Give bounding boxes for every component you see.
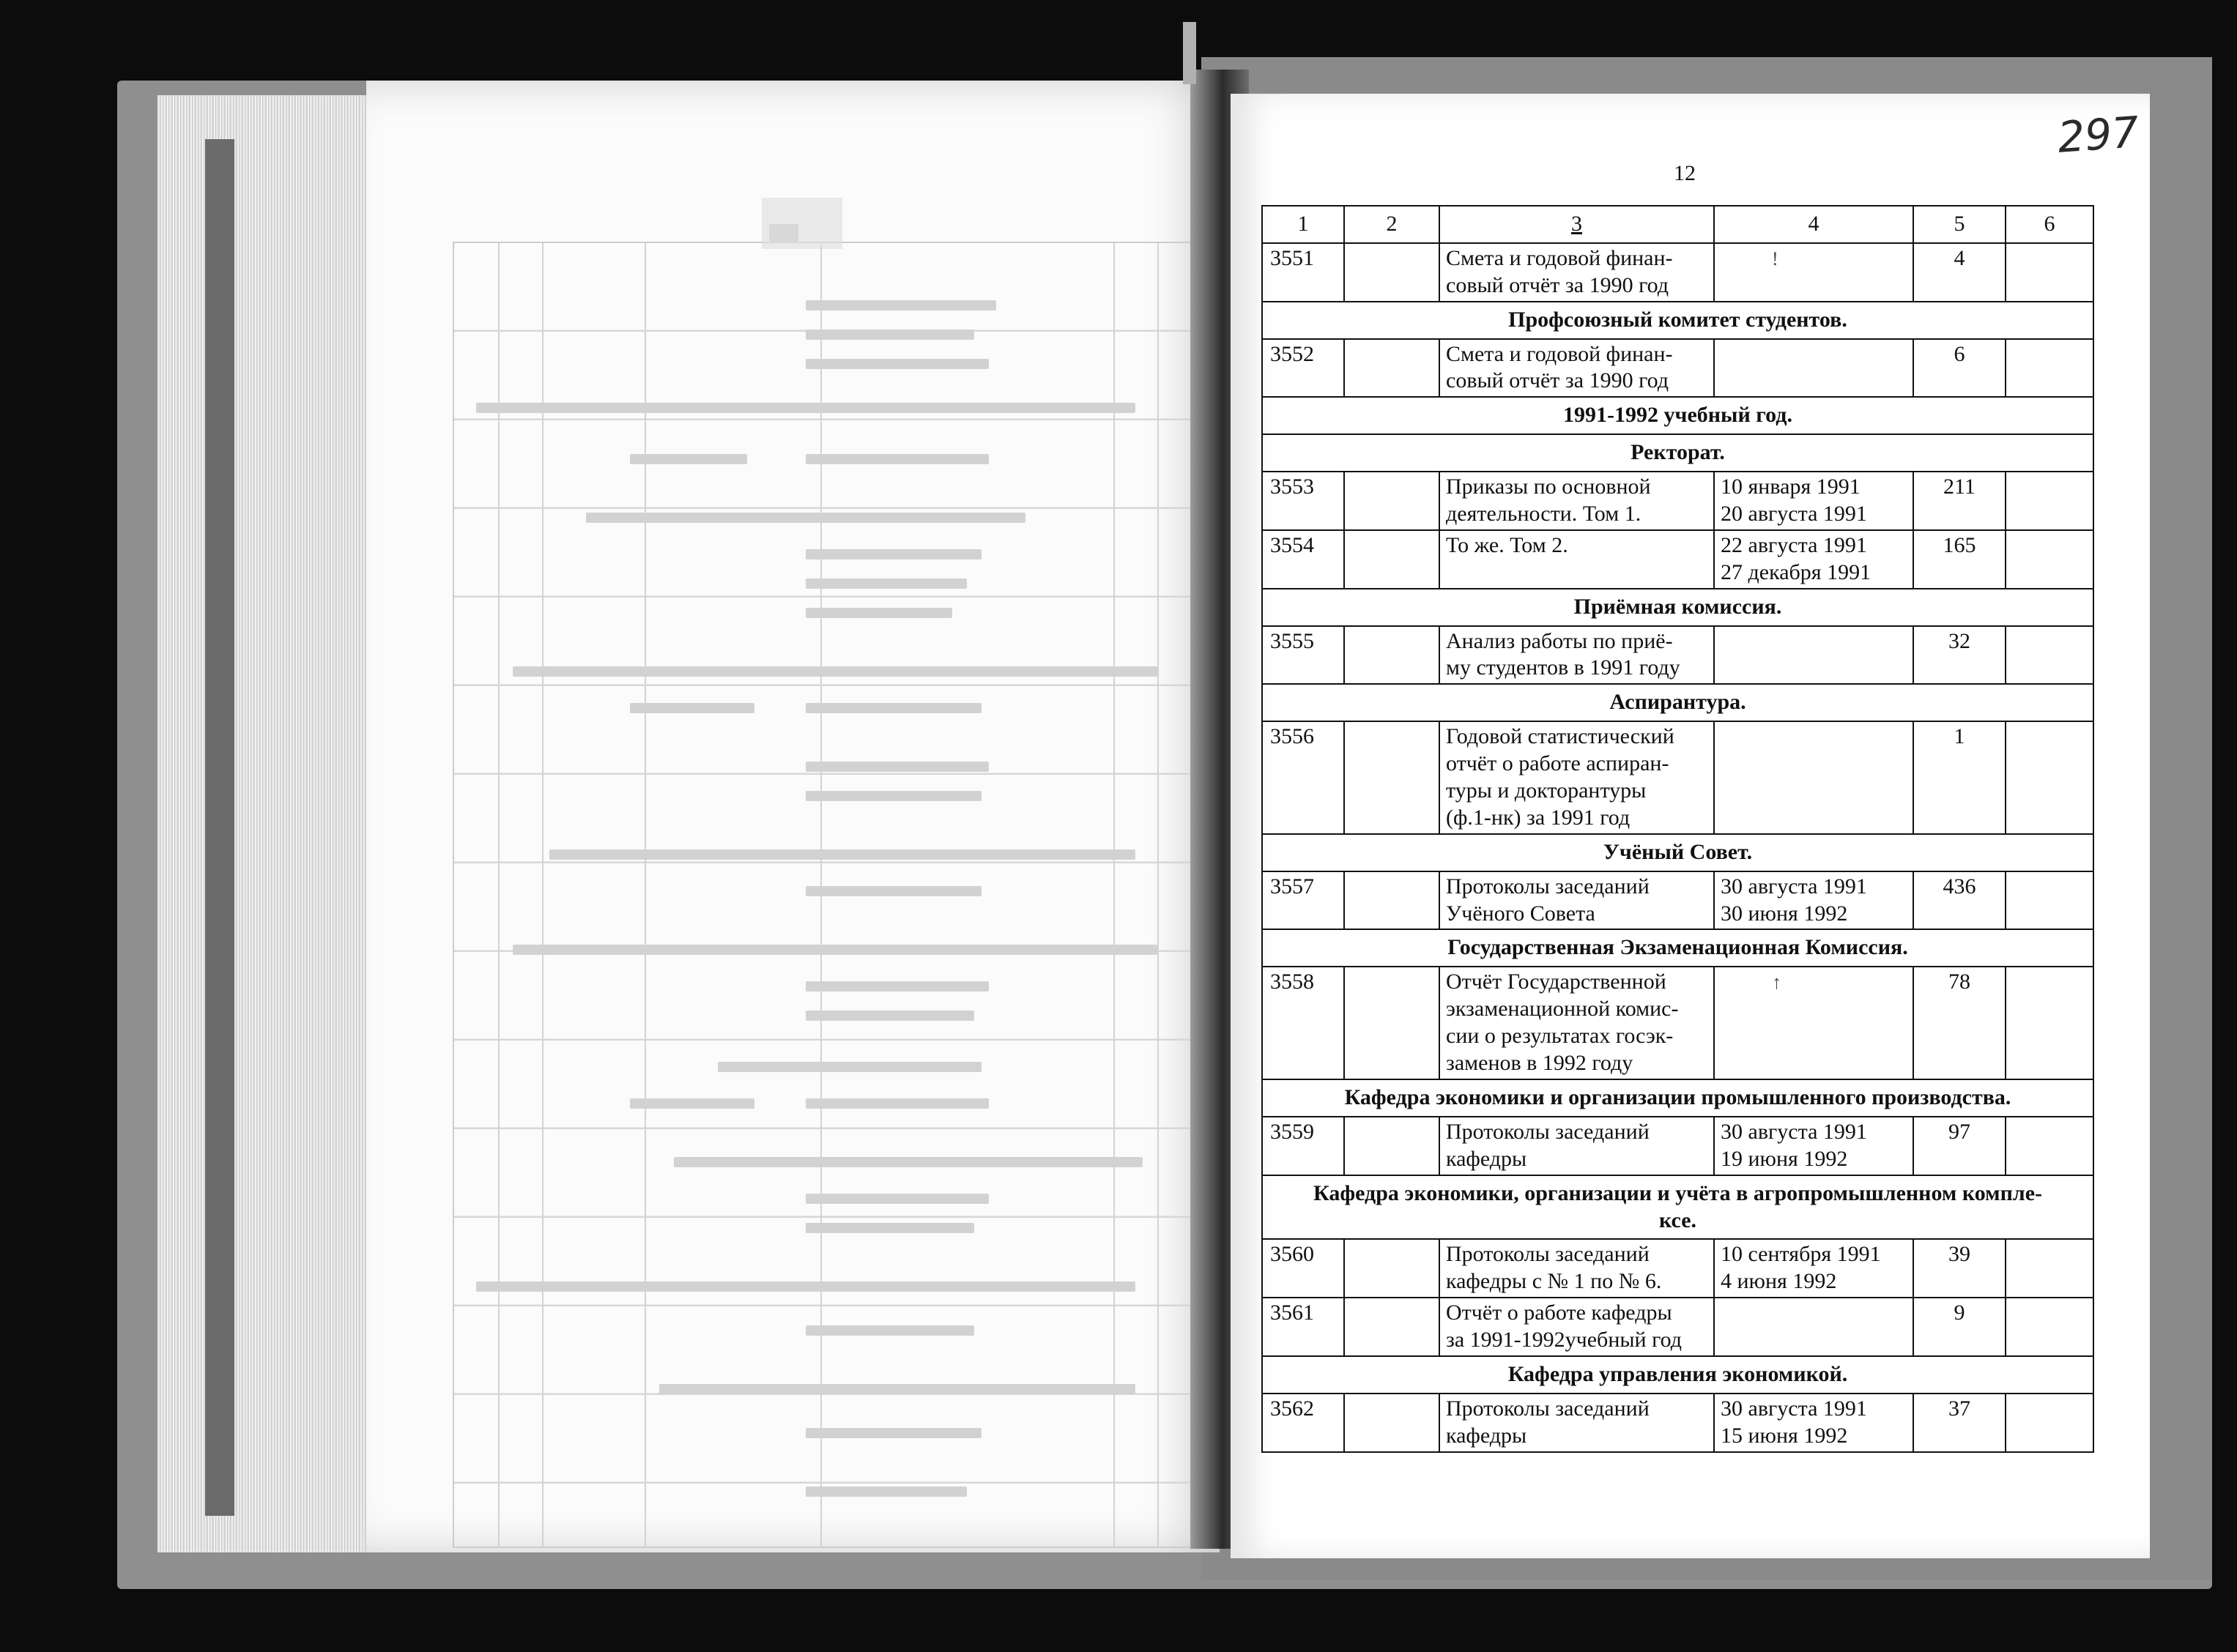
sheets-text: 211 (1943, 475, 1976, 499)
sheets-cell (1913, 967, 2006, 1079)
table-row (1262, 243, 2093, 302)
page-edges (157, 95, 377, 1552)
ghost-text-line (806, 886, 982, 896)
sheets-text: 1 (1954, 724, 1965, 749)
col-header-title: 3 (1439, 206, 1714, 243)
pencil-mark: ↑ (1772, 972, 1781, 994)
notes-cell (2006, 339, 2093, 398)
item-number-text: 3556 (1270, 724, 1314, 749)
page-edges-shadow (205, 139, 234, 1516)
title-cell (1439, 1239, 1714, 1298)
ghost-text-line (806, 330, 974, 340)
sheets-cell (1913, 243, 2006, 302)
old-number-cell (1344, 243, 1439, 302)
item-number-cell (1262, 1298, 1344, 1356)
section-heading-row (1262, 834, 2093, 871)
ghost-col-line (645, 243, 646, 1547)
old-number-cell (1344, 967, 1439, 1079)
ghost-text-line (806, 1098, 989, 1109)
item-number-cell (1262, 967, 1344, 1079)
ghost-text-line (806, 359, 989, 369)
section-heading: Профсоюзный комитет студентов. (1262, 302, 2093, 339)
notes-cell (2006, 967, 2093, 1079)
dates-cell (1714, 967, 1913, 1079)
title-cell (1439, 339, 1714, 398)
sheets-text: 4 (1954, 245, 1965, 270)
item-number-cell (1262, 626, 1344, 685)
old-number-cell (1344, 1298, 1439, 1356)
ghost-text-line (806, 762, 989, 772)
item-number-text: 3557 (1270, 874, 1314, 898)
notes-cell (2006, 243, 2093, 302)
section-heading-row (1262, 1079, 2093, 1117)
section-heading-row (1262, 1356, 2093, 1394)
section-heading: Кафедра управления экономикой. (1262, 1356, 2093, 1394)
section-heading-row (1262, 684, 2093, 721)
ghost-col-line (1113, 243, 1115, 1547)
item-number-text: 3552 (1270, 341, 1314, 366)
title-cell (1439, 243, 1714, 302)
col-header-sheets: 5 (1913, 206, 2006, 243)
item-number-cell (1262, 721, 1344, 834)
dates-text: 22 августа 1991 27 декабря 1991 (1721, 532, 1871, 584)
ghost-col-line (1157, 243, 1159, 1547)
dates-cell (1714, 1298, 1913, 1356)
dates-text: 30 августа 1991 15 июня 1992 (1721, 1396, 1867, 1448)
sheets-text: 37 (1948, 1396, 1970, 1421)
table-body (1262, 243, 2093, 1452)
table-row (1262, 1298, 2093, 1356)
title-cell (1439, 721, 1714, 834)
ghost-text-line (630, 703, 754, 713)
ghost-text-line (718, 1062, 982, 1072)
sheets-cell (1913, 721, 2006, 834)
title-cell (1439, 967, 1714, 1079)
old-number-cell (1344, 626, 1439, 685)
section-heading-row (1262, 929, 2093, 967)
sheets-text: 97 (1948, 1119, 1970, 1144)
title-text: Отчёт Государственной экзаменационной комис- сии о результатах госэк- заменов в 1992 году (1446, 970, 1679, 1076)
section-heading: Приёмная комиссия. (1262, 589, 2093, 626)
ghost-text-line (806, 300, 996, 310)
dates-cell (1714, 472, 1913, 530)
section-heading: Государственная Экзаменационная Комиссия. (1262, 929, 2093, 967)
table-header-row (1262, 206, 2093, 243)
item-number-cell (1262, 1394, 1344, 1452)
item-number-text: 3554 (1270, 532, 1314, 557)
old-number-cell (1344, 530, 1439, 589)
title-text: Протоколы заседаний кафедры (1446, 1396, 1650, 1448)
section-heading-row (1262, 589, 2093, 626)
sheets-text: 436 (1943, 874, 1976, 898)
table-row (1262, 967, 2093, 1079)
section-heading: Кафедра экономики и организации промышленного производства. (1262, 1079, 2093, 1117)
sheets-text: 39 (1948, 1242, 1970, 1267)
ghost-text-line (806, 791, 982, 801)
sheets-cell (1913, 1117, 2006, 1175)
sheets-cell (1913, 472, 2006, 530)
title-text: Приказы по основной деятельности. Том 1. (1446, 475, 1651, 527)
title-text: То же. Том 2. (1446, 532, 1568, 557)
title-text: Смета и годовой финан- совый отчёт за 1990 год (1446, 341, 1673, 393)
notes-cell (2006, 530, 2093, 589)
ghost-text-line (659, 1384, 1135, 1394)
title-text: Протоколы заседаний кафедры (1446, 1119, 1650, 1171)
ghost-text-line (630, 454, 747, 464)
pencil-mark: ! (1772, 248, 1778, 269)
title-text: Протоколы заседаний кафедры с № 1 по № 6. (1446, 1242, 1662, 1294)
dates-cell (1714, 530, 1913, 589)
sheets-cell (1913, 530, 2006, 589)
ghost-text-line (806, 1487, 967, 1497)
section-heading-row (1262, 434, 2093, 472)
ghost-text-line (806, 1325, 974, 1336)
notes-cell (2006, 1394, 2093, 1452)
ghost-col-line (498, 243, 500, 1547)
dates-cell (1714, 243, 1913, 302)
item-number-cell (1262, 1239, 1344, 1298)
section-heading: 1991-1992 учебный год. (1262, 397, 2093, 434)
item-number-cell (1262, 871, 1344, 930)
left-page-bleedthrough (366, 81, 1220, 1552)
ghost-text-line (513, 945, 1157, 955)
item-number-text: 3562 (1270, 1396, 1314, 1421)
notes-cell (2006, 1298, 2093, 1356)
sheets-cell (1913, 871, 2006, 930)
ghost-text-line (806, 981, 989, 991)
ghost-text-line (549, 849, 1135, 860)
title-text: Отчёт о работе кафедры за 1991-1992учебный год (1446, 1301, 1683, 1353)
ghost-text-line (806, 578, 967, 589)
dates-cell (1714, 626, 1913, 685)
sheets-cell (1913, 1239, 2006, 1298)
section-heading-row (1262, 397, 2093, 434)
table-row (1262, 626, 2093, 685)
ghost-text-line (806, 549, 982, 559)
item-number-cell (1262, 1117, 1344, 1175)
title-cell (1439, 1117, 1714, 1175)
section-heading-row (1262, 1175, 2093, 1240)
dates-cell (1714, 1117, 1913, 1175)
bookmark-ribbon (1183, 22, 1196, 84)
ghost-text-line (806, 454, 989, 464)
item-number-text: 3553 (1270, 475, 1314, 499)
ghost-text-line (513, 666, 1157, 677)
table-row (1262, 472, 2093, 530)
section-heading: Ректорат. (1262, 434, 2093, 472)
ghost-text-line (586, 513, 1025, 523)
table-row (1262, 871, 2093, 930)
sheets-text: 6 (1954, 341, 1965, 366)
dates-cell (1714, 1394, 1913, 1452)
item-number-text: 3555 (1270, 628, 1314, 653)
item-number-text: 3559 (1270, 1119, 1314, 1144)
notes-cell (2006, 1117, 2093, 1175)
notes-cell (2006, 626, 2093, 685)
table-row (1262, 721, 2093, 834)
dates-cell (1714, 339, 1913, 398)
old-number-cell (1344, 871, 1439, 930)
col-header-item-number: 1 (1262, 206, 1344, 243)
sheets-text: 78 (1948, 970, 1970, 994)
ghost-text-line (806, 703, 982, 713)
table-row (1262, 530, 2093, 589)
col-header-dates: 4 (1714, 206, 1913, 243)
old-number-cell (1344, 721, 1439, 834)
ghost-text-line (476, 403, 1135, 413)
ghost-text-line (476, 1281, 1135, 1292)
item-number-text: 3560 (1270, 1242, 1314, 1267)
ghost-text-line (674, 1157, 1143, 1167)
section-heading: Кафедра экономики, организации и учёта в агропромышленном компле- ксе. (1262, 1175, 2093, 1240)
item-number-text: 3551 (1270, 245, 1314, 270)
item-number-cell (1262, 530, 1344, 589)
ghost-text-line (806, 608, 952, 618)
notes-cell (2006, 721, 2093, 834)
notes-cell (2006, 472, 2093, 530)
title-cell (1439, 1394, 1714, 1452)
item-number-cell (1262, 243, 1344, 302)
notes-cell (2006, 1239, 2093, 1298)
old-number-cell (1344, 1239, 1439, 1298)
dates-text: 10 января 1991 20 августа 1991 (1721, 475, 1867, 527)
dates-cell (1714, 871, 1913, 930)
dates-text: 10 сентября 1991 4 июня 1992 (1721, 1242, 1881, 1294)
sheets-text: 32 (1948, 628, 1970, 653)
section-heading-row (1262, 302, 2093, 339)
dates-text: 30 августа 1991 30 июня 1992 (1721, 874, 1867, 926)
title-cell (1439, 871, 1714, 930)
section-heading: Аспирантура. (1262, 684, 2093, 721)
ghost-col-line (542, 243, 544, 1547)
ghost-text-line (806, 1428, 982, 1438)
item-number-text: 3558 (1270, 970, 1314, 994)
table-row (1262, 1117, 2093, 1175)
sheets-text: 165 (1943, 532, 1976, 557)
title-cell (1439, 530, 1714, 589)
title-text: Смета и годовой финан- совый отчёт за 1990 год (1446, 245, 1673, 297)
ghost-text-line (806, 1194, 989, 1204)
table-row (1262, 1239, 2093, 1298)
dates-cell (1714, 1239, 1913, 1298)
table-row (1262, 1394, 2093, 1452)
title-text: Годовой статистический отчёт о работе аспиран- туры и докторантуры (ф.1-нк) за 1991 год (1446, 724, 1674, 830)
ghost-text-line (630, 1098, 754, 1109)
ghost-text-line (806, 1011, 974, 1021)
title-cell (1439, 472, 1714, 530)
old-number-cell (1344, 472, 1439, 530)
dates-text: 30 августа 1991 19 июня 1992 (1721, 1119, 1867, 1171)
item-number-text: 3561 (1270, 1301, 1314, 1325)
col-header-notes: 6 (2006, 206, 2093, 243)
title-cell (1439, 626, 1714, 685)
title-text: Протоколы заседаний Учёного Совета (1446, 874, 1650, 926)
section-heading: Учёный Совет. (1262, 834, 2093, 871)
old-number-cell (1344, 1394, 1439, 1452)
ghost-stamp (762, 198, 842, 249)
item-number-cell (1262, 339, 1344, 398)
notes-cell (2006, 871, 2093, 930)
title-text: Анализ работы по приё- му студентов в 1991 году (1446, 628, 1680, 680)
sheets-cell (1913, 339, 2006, 398)
ghost-text-line (806, 1223, 974, 1233)
inventory-table (1261, 205, 2094, 1453)
old-number-cell (1344, 1117, 1439, 1175)
sheets-text: 9 (1954, 1301, 1965, 1325)
sheets-cell (1913, 1298, 2006, 1356)
dates-cell (1714, 721, 1913, 834)
sheets-cell (1913, 1394, 2006, 1452)
title-cell (1439, 1298, 1714, 1356)
col-header-old-number: 2 (1344, 206, 1439, 243)
sheets-cell (1913, 626, 2006, 685)
page-number: 12 (1674, 161, 1696, 185)
old-number-cell (1344, 339, 1439, 398)
item-number-cell (1262, 472, 1344, 530)
handwritten-folio-number: 297 (2055, 107, 2141, 163)
table-row (1262, 339, 2093, 398)
